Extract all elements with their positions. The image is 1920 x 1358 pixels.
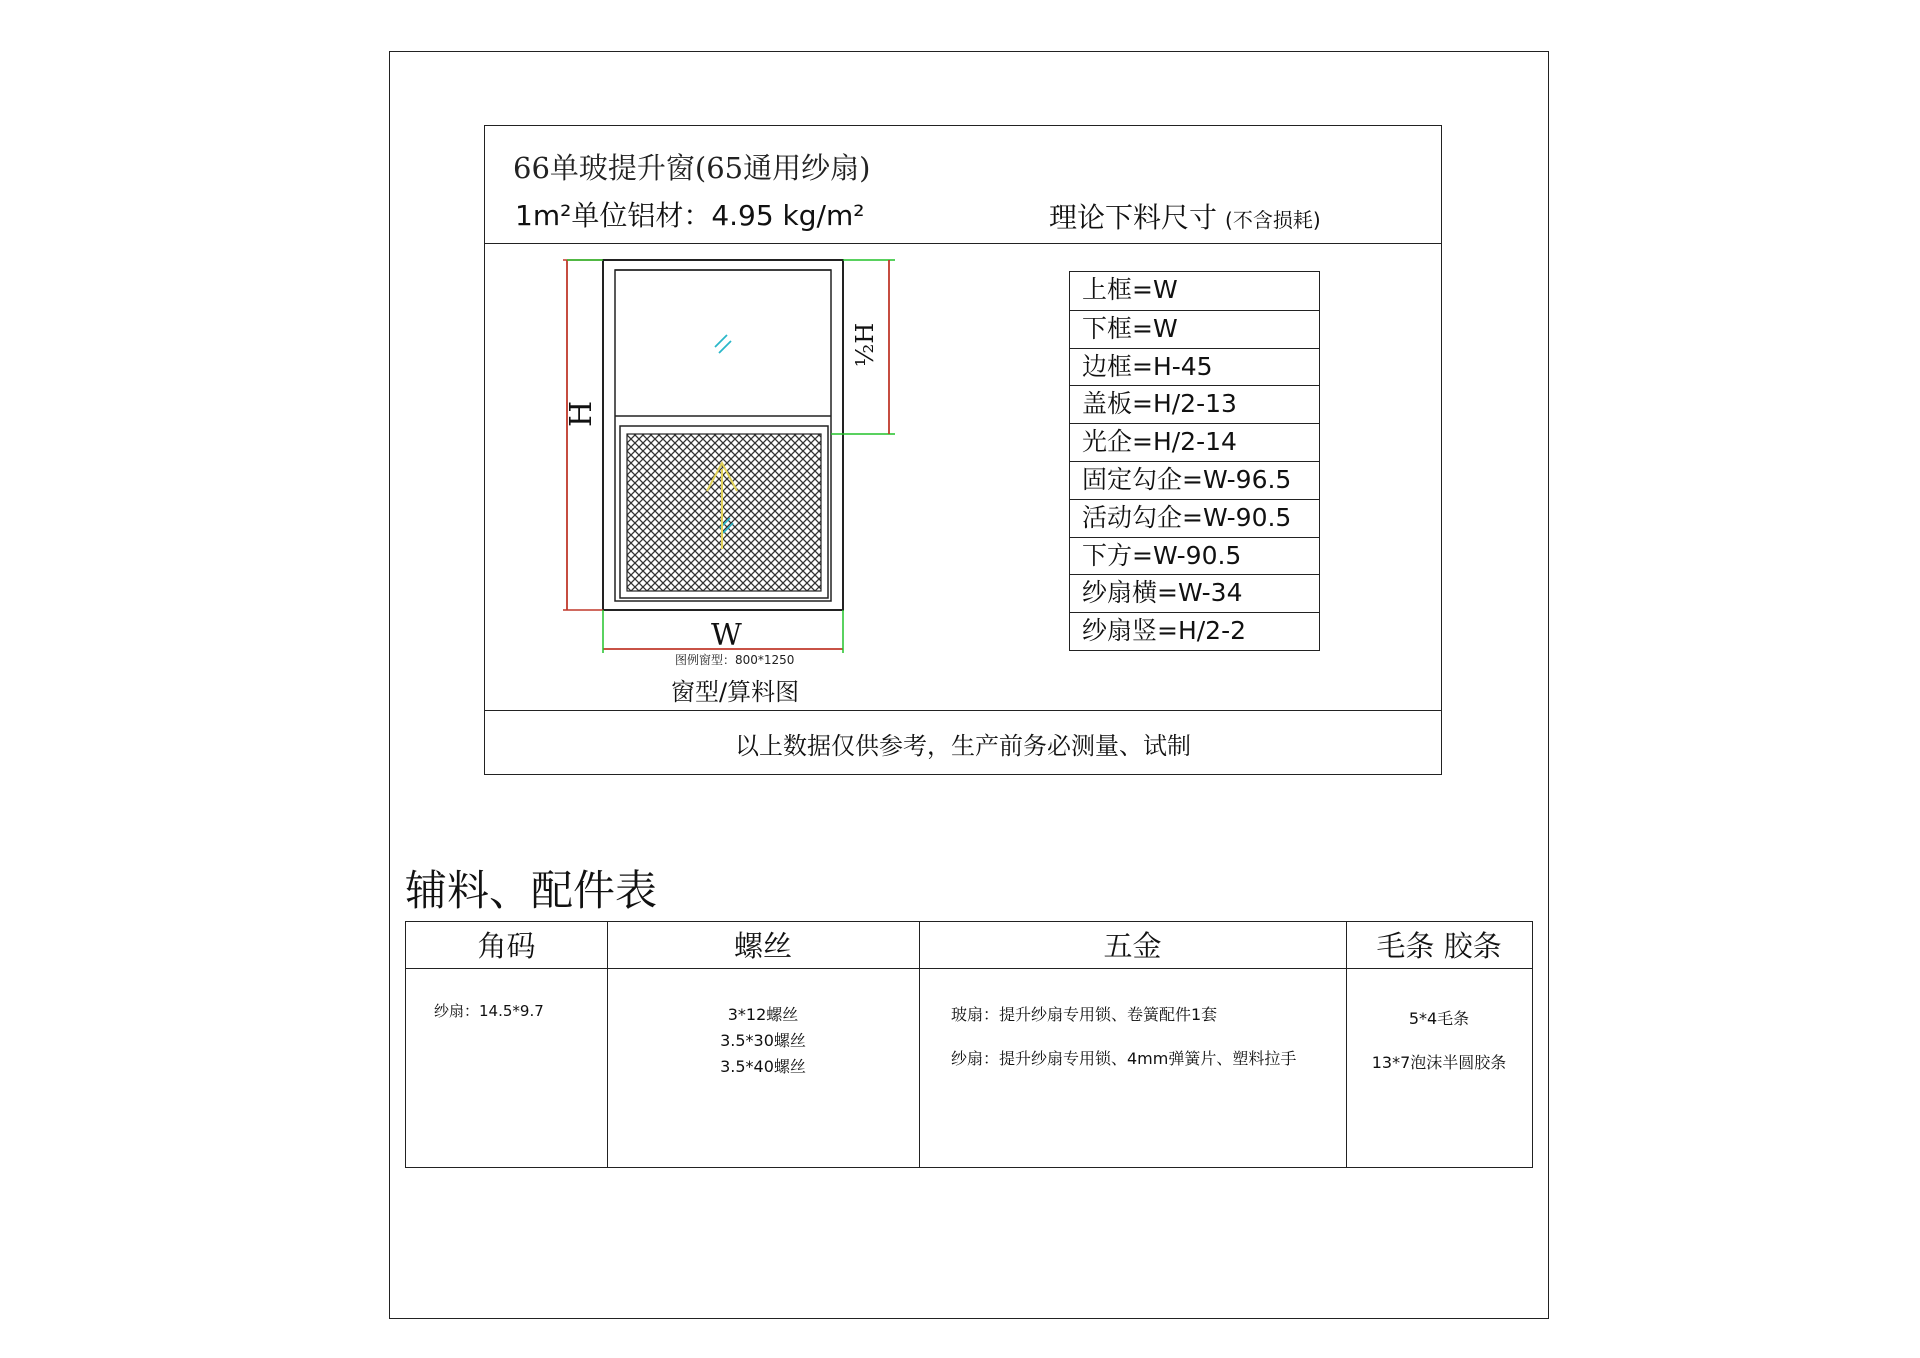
list-item: 13*7泡沫半圆胶条	[1371, 1053, 1507, 1072]
header-divider	[485, 243, 1441, 244]
formula-row: 边框=H-45	[1070, 348, 1319, 386]
list-item: 3.5*30螺丝	[720, 1031, 806, 1050]
formula-row: 下方=W-90.5	[1070, 537, 1319, 575]
height-label: H	[564, 400, 599, 427]
diagram-caption: 窗型/算料图	[671, 678, 800, 706]
cut-size-table	[1069, 271, 1320, 651]
strip-list	[1346, 1006, 1532, 1076]
formula-row: 活动勾企=W-90.5	[1070, 499, 1319, 537]
hardware-list	[951, 1002, 1296, 1072]
legend-size: 图例窗型：800*1250	[675, 653, 795, 667]
formula-row: 纱扇竖=H/2-2	[1070, 612, 1319, 650]
formula-row: 盖板=H/2-13	[1070, 385, 1319, 423]
list-item: 3.5*40螺丝	[720, 1057, 806, 1076]
theory-size-note: (不含损耗)	[1225, 208, 1321, 232]
formula-row: 固定勾企=W-96.5	[1070, 461, 1319, 499]
formula-row: 上框=W	[1082, 275, 1178, 304]
unit-weight: 1m²单位铝材：4.95 kg/m²	[515, 199, 865, 232]
formula-row: 下框=W	[1070, 310, 1319, 348]
theory-size-title: 理论下料尺寸 (不含损耗)	[1049, 201, 1321, 234]
accessories-title: 辅料、配件表	[405, 866, 658, 915]
half-height-label: ½H	[851, 322, 879, 367]
header-strips: 毛条 胶条	[1346, 922, 1532, 969]
window-spec-card	[484, 125, 1442, 775]
width-label: W	[711, 618, 742, 653]
screw-list	[607, 1002, 919, 1080]
list-item: 玻扇：提升纱扇专用锁、卷簧配件1套	[951, 1005, 1218, 1024]
screen-mesh	[627, 434, 821, 591]
column-divider	[919, 922, 920, 1167]
formula-row: 光企=H/2-14	[1070, 423, 1319, 461]
footer-divider	[485, 710, 1441, 711]
window-title: 66单玻提升窗(65通用纱扇)	[513, 151, 871, 185]
list-item: 纱扇：提升纱扇专用锁、4mm弹簧片、塑料拉手	[951, 1049, 1297, 1068]
list-item: 5*4毛条	[1408, 1009, 1470, 1028]
list-item: 3*12螺丝	[727, 1005, 799, 1024]
corner-value: 纱扇：14.5*9.7	[434, 1002, 544, 1020]
window-diagram	[555, 251, 879, 661]
formula-row: 纱扇横=W-34	[1070, 574, 1319, 612]
accessories-table	[405, 921, 1533, 1168]
header-corner: 角码	[406, 922, 607, 969]
disclaimer-text: 以上数据仅供参考，生产前务必测量、试制	[735, 732, 1191, 760]
header-hardware: 五金	[919, 922, 1346, 969]
glass-mark-icon	[715, 335, 731, 353]
header-screws: 螺丝	[607, 922, 919, 969]
